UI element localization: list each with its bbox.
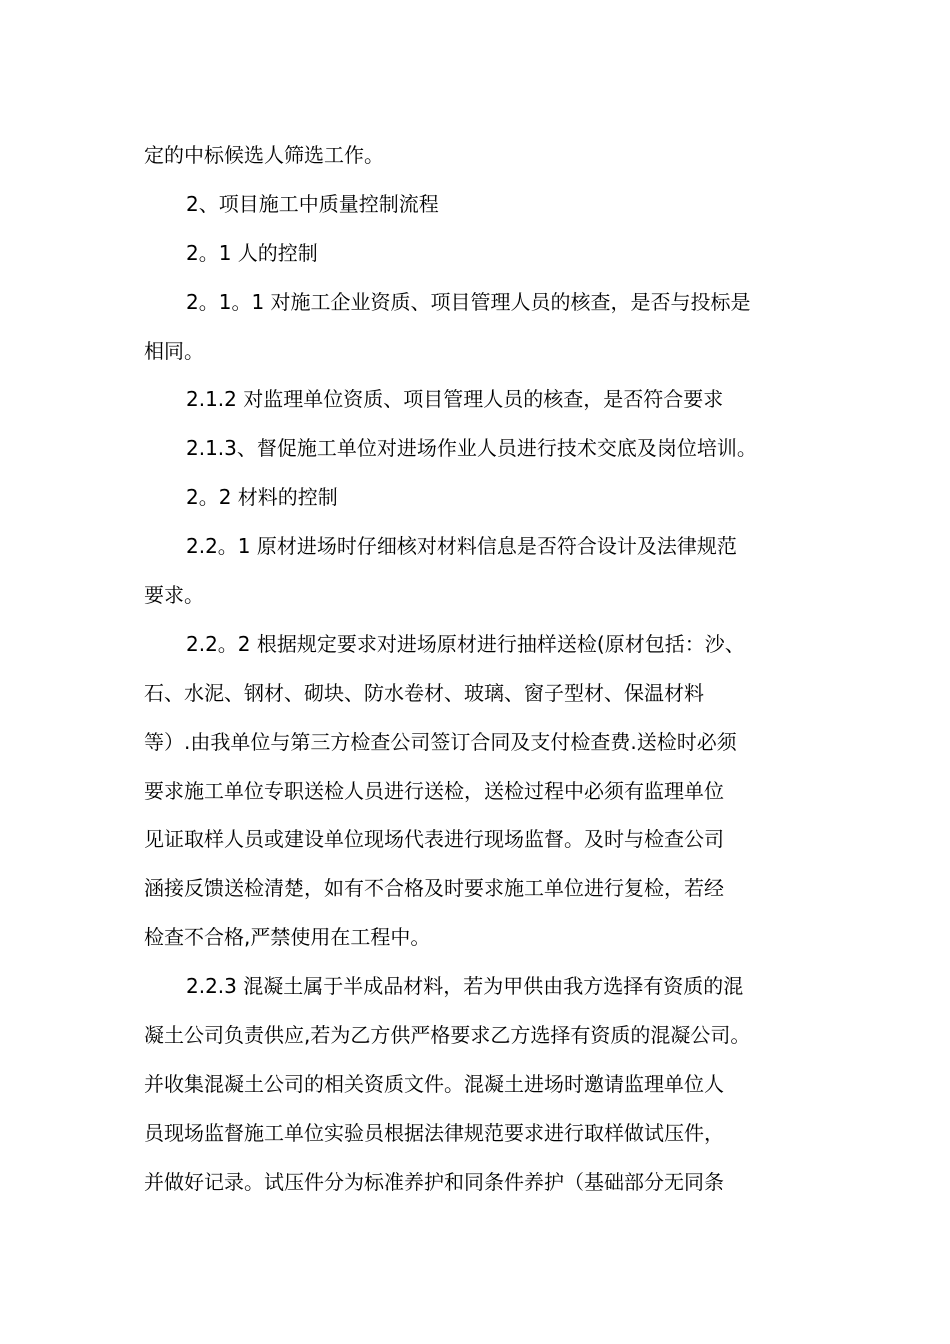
body-line: 等）.由我单位与第三方检查公司签订合同及支付检查费.送检时必须 — [144, 729, 737, 754]
body-line: 2.2。1 原材进场时仔细核对材料信息是否符合设计及法律规范 — [186, 534, 737, 559]
subsection-heading: 2。2 材料的控制 — [186, 485, 338, 510]
body-line: 涵接反馈送检清楚，如有不合格及时要求施工单位进行复检，若经 — [144, 876, 724, 901]
body-line: 并收集混凝土公司的相关资质文件。混凝土进场时邀请监理单位人 — [144, 1071, 724, 1096]
body-line: 2.2。2 根据规定要求对进场原材进行抽样送检(原材包括：沙、 — [186, 631, 745, 656]
body-line: 相同。 — [144, 338, 204, 363]
body-line: 2.2.3 混凝土属于半成品材料，若为甲供由我方选择有资质的混 — [186, 974, 744, 999]
body-line: 见证取样人员或建设单位现场代表进行现场监督。及时与检查公司 — [144, 827, 724, 852]
body-line: 并做好记录。试压件分为标准养护和同条件养护（基础部分无同条 — [144, 1169, 724, 1194]
body-line: 定的中标候选人筛选工作。 — [144, 143, 384, 167]
document-body — [144, 131, 812, 1207]
body-line: 员现场监督施工单位实验员根据法律规范要求进行取样做试压件， — [144, 1120, 724, 1145]
body-line: 2.1.2 对监理单位资质、项目管理人员的核查，是否符合要求 — [186, 387, 724, 412]
section-heading: 2、项目施工中质量控制流程 — [186, 191, 439, 216]
body-line: 石、水泥、钢材、砌块、防水卷材、玻璃、窗子型材、保温材料 — [144, 680, 704, 705]
body-line: 要求。 — [144, 583, 204, 608]
body-line: 2。1。1 对施工企业资质、项目管理人员的核查，是否与投标是 — [186, 289, 751, 314]
body-line: 凝土公司负责供应,若为乙方供严格要求乙方选择有资质的混凝公司。 — [144, 1023, 751, 1048]
subsection-heading: 2。1 人的控制 — [186, 240, 318, 265]
body-line: 检查不合格,严禁使用在工程中。 — [144, 925, 431, 950]
body-line: 要求施工单位专职送检人员进行送检，送检过程中必须有监理单位 — [144, 778, 724, 803]
body-line: 2.1.3、督促施工单位对进场作业人员进行技术交底及岗位培训。 — [186, 436, 757, 461]
